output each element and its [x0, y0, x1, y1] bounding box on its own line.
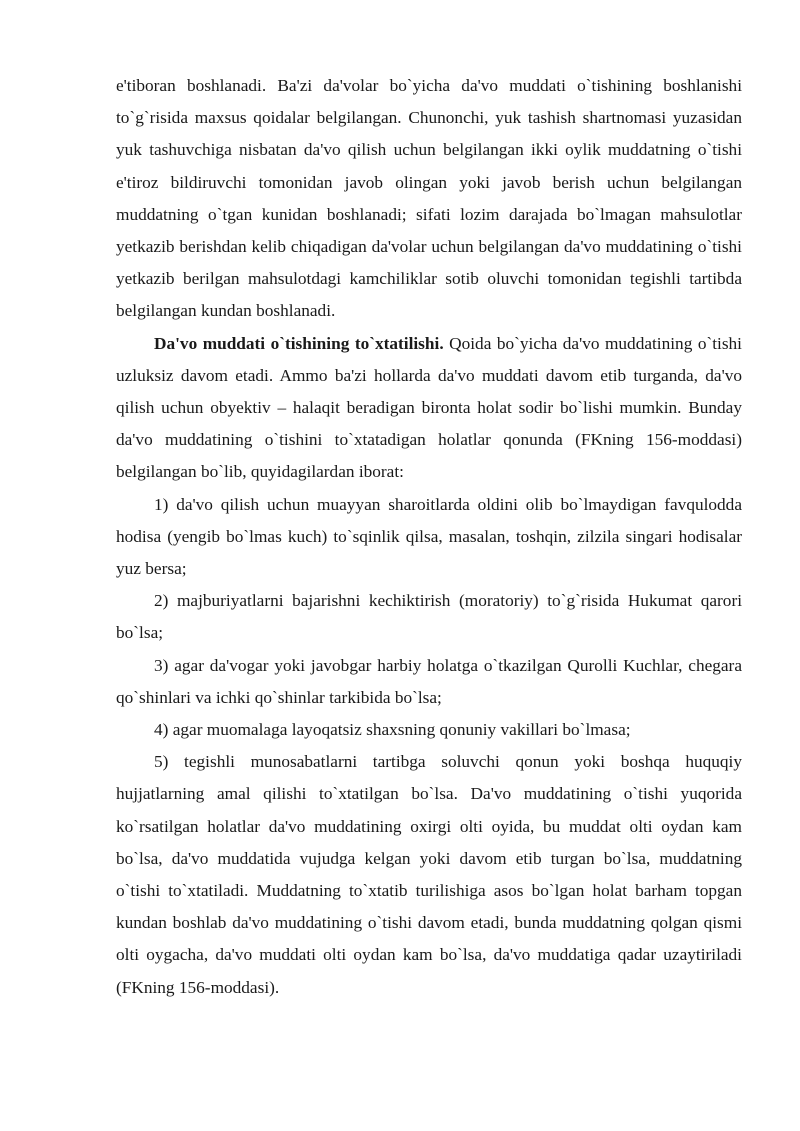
list-item-5: 5) tegishli munosabatlarni tartibga soluvchi qonun yoki boshqa huquqiy hujjatlarning amal qilishi to`xtatilgan bo`lsa. Da'vo muddatining o`tishi yuqorida ko`rsatilgan holatlar da'vo muddatining oxirgi olti oyida, bu muddat olti oydan kam bo`lsa, da'vo muddatida vujudga kelgan yoki davom etib turgan bo`lsa, muddatning o`tishi to`xtatiladi. Muddatning to`xtatib turilishiga asos bo`lgan holat barham topgan kundan boshlab da'vo muddatining o`tishi davom etadi, bunda muddatning qolgan qismi olti oygacha, da'vo muddati olti oydan kam bo`lsa, da'vo muddatiga qadar uzaytiriladi (FKning 156-moddasi). — [116, 752, 742, 997]
list-item-1: 1) da'vo qilish uchun muayyan sharoitlarda oldini olib bo`lmaydigan favqulodda hodisa (yengib bo`lmas kuch) to`sqinlik qilsa, masalan, toshqin, zilzila singari hodisalar yuz bersa; — [116, 494, 742, 579]
list-item-4: 4) agar muomalaga layoqatsiz shaxsning qonuniy vakillari bo`lmasa; — [154, 720, 631, 740]
paragraph-suspension — [116, 328, 742, 489]
list-item-2: 2) majburiyatlarni bajarishni kechiktirish (moratoriy) to`g`risida Hukumat qarori bo`lsa; — [116, 591, 742, 643]
list-item-3: 3) agar da'vogar yoki javobgar harbiy holatga o`tkazilgan Qurolli Kuchlar, chegara qo`shinlari va ichki qo`shinlar tarkibida bo`lsa; — [116, 655, 742, 707]
document-page — [116, 70, 742, 1004]
section-heading: Da'vo muddati o`tishining to`xtatilishi. — [154, 333, 444, 353]
paragraph-suspension-body: Qoida bo`yicha da'vo muddatining o`tishi uzluksiz davom etadi. Ammo ba'zi hollarda da'vo muddati davom etib turganda, da'vo qilish uchun obyektiv – halaqit beradigan bironta holat sodir bo`lishi mumkin. Bunday da'vo muddatining o`tishini to`xtatadigan holatlar qonunda (FKning 156-moddasi) belgilangan bo`lib, quyidagilardan iborat: — [116, 333, 742, 482]
paragraph-statute-start: e'tiboran boshlanadi. Ba'zi da'volar bo`yicha da'vo muddati o`tishining boshlanishi to`g`risida maxsus qoidalar belgilangan. Chunonchi, yuk tashish shartnomasi yuzasidan yuk tashuvchiga nisbatan da'vo qilish uchun belgilangan ikki oylik muddatning o`tishi e'tiroz bildiruvchi tomonidan javob olingan yoki javob berish uchun belgilangan muddatning o`tgan kunidan boshlanadi; sifati lozim darajada bo`lmagan mahsulotlar yetkazib berishdan kelib chiqadigan da'volar uchun belgilangan da'vo muddatining o`tishi yetkazib berilgan mahsulotdagi kamchiliklar sotib oluvchi tomonidan tegishli tartibda belgilangan kundan boshlanadi. — [116, 76, 742, 321]
